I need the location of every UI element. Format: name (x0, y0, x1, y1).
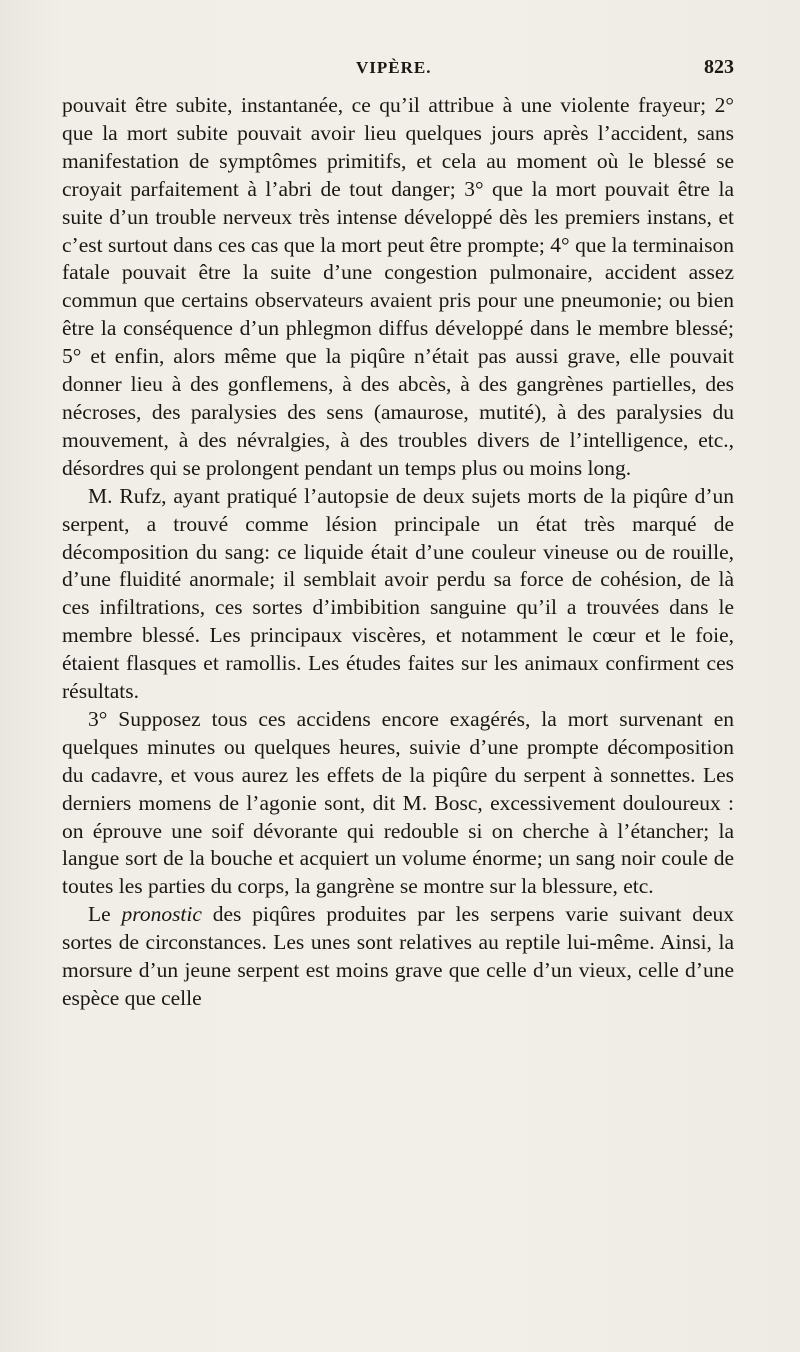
paragraph-4-text: des piqûres produites par les serpens varie suivant deux sortes de circonstances. Les unes sont relatives au reptile lui-même. Ainsi, la morsure d’un jeune serpent est moins grave que celle d’un vieux, celle d’une espèce que celle (62, 902, 734, 1010)
paragraph-2: M. Rufz, ayant pratiqué l’autopsie de deux sujets morts de la piqûre d’un serpent, a trouvé comme lésion principale un état très marqué de décomposition du sang: ce liquide était d’une couleur vineuse ou de rouille, d’une fluidité anormale; il semblait avoir perdu sa force de cohésion, de là ces infiltrations, ces sortes d’imbibition sanguine qu’il a trouvées dans le membre blessé. Les principaux viscères, et notamment le cœur et le foie, étaient flasques et ramollis. Les études faites sur les animaux confirment ces résultats. (62, 483, 734, 704)
paragraph-4-lead: Le (88, 902, 122, 927)
paragraph-1: pouvait être subite, instantanée, ce qu’il attribue à une violente frayeur; 2° que la mort subite pouvait avoir lieu quelques jours après l’accident, sans manifestation de symptômes primitifs, et cela au moment où le blessé se croyait parfaitement à l’abri de tout danger; 3° que la mort pouvait être la suite d’un trouble nerveux très intense développé dès les premiers instans, et c’est surtout dans ces cas que la mort peut être prompte; 4° que la terminaison fatale pouvait être la suite d’une congestion pulmonaire, accident assez commun que certains observateurs avaient pris pour une pneumonie; ou bien être la conséquence d’un phlegmon diffus développé dans le membre blessé; 5° et enfin, alors même que la piqûre n’était pas aussi grave, elle pouvait donner lieu à des gonflemens, à des abcès, à des gangrènes partielles, des nécroses, des paralysies des sens (amaurose, mutité), à des paralysies du mouvement, à des névralgies, à des troubles divers de l’intelligence, etc., désordres qui se prolongent pendant un temps plus ou moins long. (62, 93, 734, 480)
pronostic-term: pronostic (121, 902, 202, 927)
running-title: VIPÈRE. (356, 58, 432, 77)
page-number: 823 (704, 56, 734, 78)
paragraph-3: 3° Supposez tous ces accidens encore exagérés, la mort survenant en quelques minutes ou quelques heures, suivie d’une prompte décomposition du cadavre, et vous aurez les effets de la piqûre du serpent à sonnettes. Les derniers momens de l’agonie sont, dit M. Bosc, excessivement douloureux : on éprouve une soif dévorante qui redouble si on cherche à l’étancher; la langue sort de la bouche et acquiert un volume énorme; un sang noir coule de toutes les parties du corps, la gangrène se montre sur la blessure, etc. (62, 706, 734, 899)
paragraph-4 (62, 901, 734, 1013)
body-text (62, 92, 734, 1013)
page-header (62, 58, 734, 86)
